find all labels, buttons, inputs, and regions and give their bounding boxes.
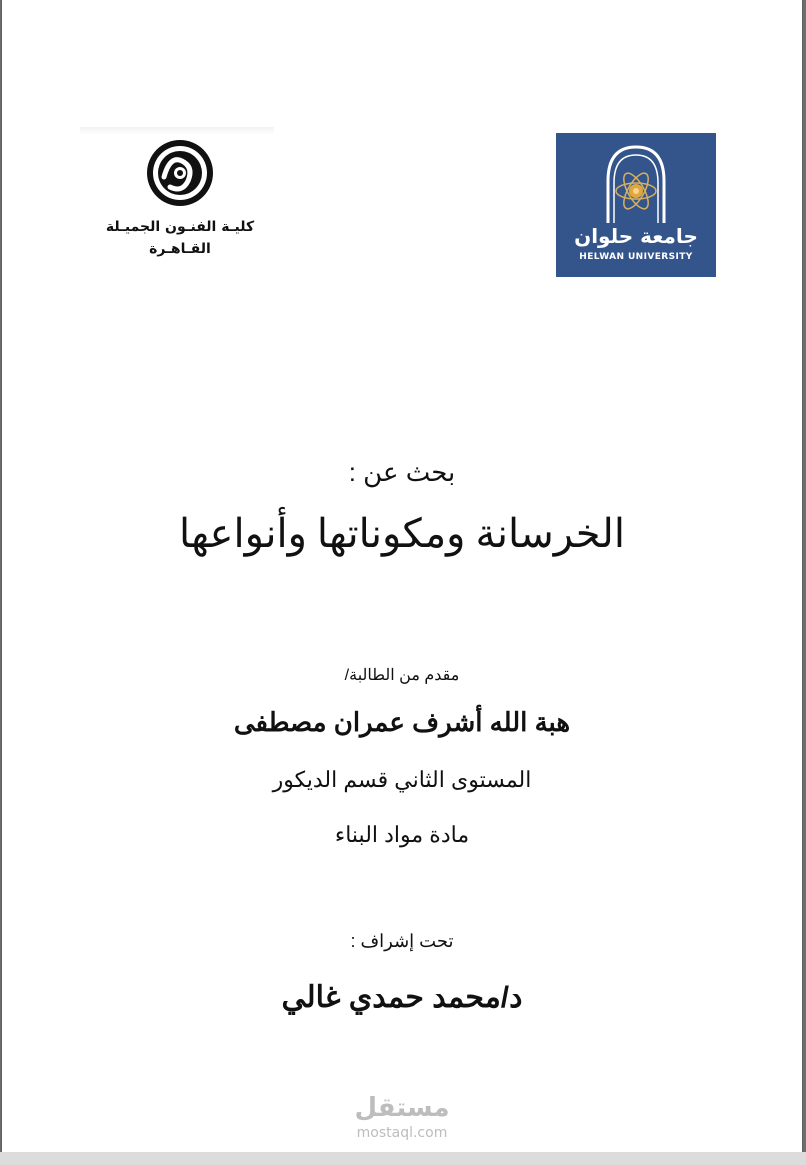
student-name: هبة الله أشرف عمران مصطفى [233,707,571,737]
faculty-name-line1: كليـة الفنـون الجميـلة [105,219,255,235]
faculty-emblem-icon [144,137,216,209]
supervisor-name: د/محمد حمدي غالي [281,981,523,1014]
research-title: الخرسانة ومكوناتها وأنواعها [179,511,625,556]
subject-name: مادة مواد البناء [334,822,470,847]
document-page [2,0,802,1152]
supervision-label: تحت إشراف : [350,931,454,951]
faculty-name-line2: القـاهـرة [149,241,211,257]
helwan-university-logo [556,133,716,277]
research-intro: بحث عن : [348,457,456,487]
helwan-name-english: HELWAN UNIVERSITY [579,252,693,262]
submitted-by-label: مقدم من الطالبة/ [344,667,460,684]
atom-emblem-icon [598,141,674,233]
faculty-logo-bar [80,127,274,135]
watermark-text-ar: مستقل [354,1093,450,1123]
helwan-name-arabic: جامعة حلوان [574,224,698,248]
student-level: المستوى الثاني قسم الديكور [272,767,532,792]
page-bottom-strip [0,1152,806,1165]
faculty-name [82,216,278,260]
watermark-text-en: mostaql.com [356,1125,448,1141]
